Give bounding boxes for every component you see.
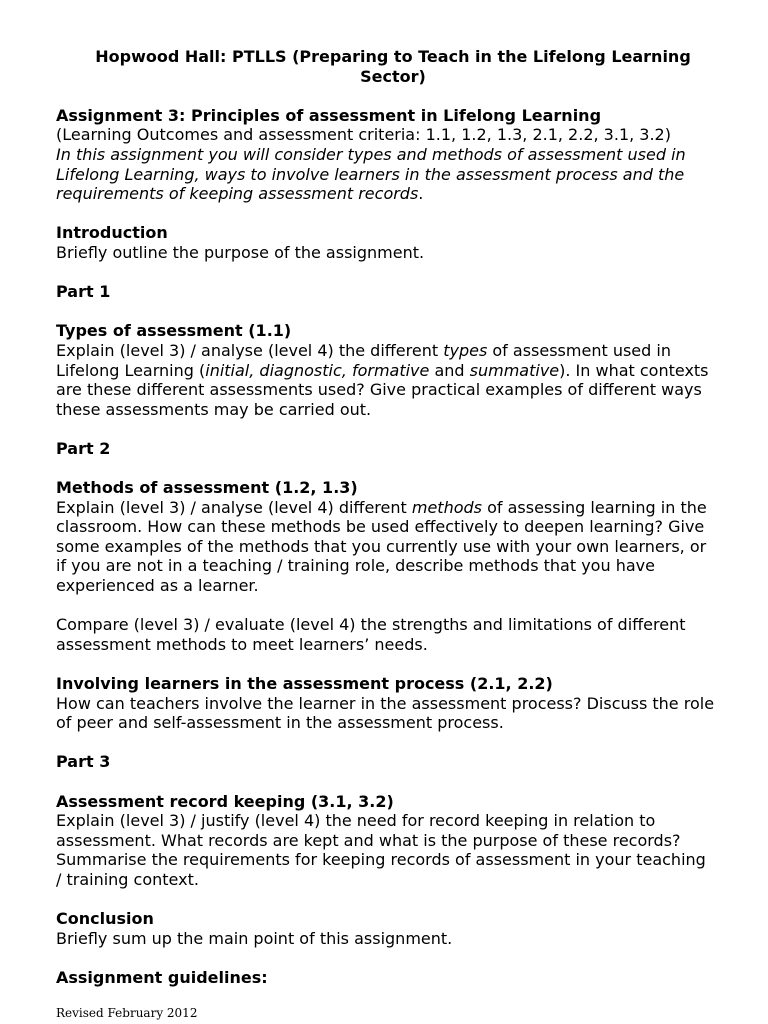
part-1-body-text-1: Explain (level 3) / analyse (level 4) the different bbox=[56, 340, 444, 360]
part-2-section bbox=[56, 478, 716, 596]
part-2-body-emphasis-1: methods bbox=[411, 497, 482, 517]
assignment-section bbox=[56, 106, 716, 204]
part-3-section bbox=[56, 792, 716, 890]
introduction-section bbox=[56, 223, 716, 262]
involving-learners-body: How can teachers involve the learner in the assessment process? Discuss the role of peer and self-assessment in the assessment process. bbox=[56, 693, 715, 733]
part-1-section bbox=[56, 321, 716, 419]
assignment-heading: Assignment 3: Principles of assessment in Lifelong Learning bbox=[56, 105, 602, 125]
document-title: Hopwood Hall: PTLLS (Preparing to Teach in the Lifelong Learning Sector) bbox=[95, 47, 691, 86]
learning-outcomes: (Learning Outcomes and assessment criteria: 1.1, 1.2, 1.3, 2.1, 2.2, 3.1, 3.2) bbox=[56, 125, 671, 145]
part-1-body-emphasis-3: summative bbox=[469, 360, 560, 380]
part-3-body: Explain (level 3) / justify (level 4) the need for record keeping in relation to assessment. What records are kept and what is the purpose of these records? Summarise the requirements for keeping records of assessment in your teaching / training context. bbox=[56, 811, 706, 889]
part-2-label: Part 2 bbox=[56, 438, 111, 458]
part-1-body-text-3: and bbox=[429, 360, 470, 380]
part-1-body bbox=[56, 341, 716, 419]
part-2-heading: Methods of assessment (1.2, 1.3) bbox=[56, 478, 358, 498]
assignment-intro bbox=[56, 145, 716, 204]
part-1-label: Part 1 bbox=[56, 282, 111, 302]
document-page bbox=[56, 47, 716, 988]
part-2-body bbox=[56, 498, 716, 596]
part-3-label: Part 3 bbox=[56, 752, 111, 772]
part-3-heading: Assessment record keeping (3.1, 3.2) bbox=[56, 791, 394, 811]
involving-learners-section bbox=[56, 674, 716, 733]
part-1-body-emphasis-1: types bbox=[443, 340, 488, 360]
revision-footer: Revised February 2012 bbox=[56, 1006, 198, 1020]
part-1-body-text-4: ). In what contexts are these different assessments used? Give practical examples of different ways these assessments may be carried out. bbox=[56, 360, 709, 419]
involving-learners-heading: Involving learners in the assessment process (2.1, 2.2) bbox=[56, 674, 553, 693]
part-1-body-emphasis-2: initial, diagnostic, formative bbox=[205, 360, 430, 380]
conclusion-heading: Conclusion bbox=[56, 909, 154, 929]
part-2-body-text-1: Explain (level 3) / analyse (level 4) different bbox=[56, 497, 412, 517]
guidelines-heading: Assignment guidelines: bbox=[56, 967, 268, 987]
part-1-heading: Types of assessment (1.1) bbox=[56, 321, 292, 341]
introduction-heading: Introduction bbox=[56, 223, 168, 243]
assignment-intro-end: . bbox=[418, 184, 424, 204]
part-2-body-text-2: of assessing learning in the classroom. How can these methods be used effectively to deepen learning? Give some examples of the methods that you currently use with your own learners, or if you are not in a teaching / training role, describe methods that you have experienced as a learner. bbox=[56, 497, 707, 596]
part-2-compare: Compare (level 3) / evaluate (level 4) the strengths and limitations of different assessment methods to meet learners’ needs. bbox=[56, 615, 686, 654]
part-1-body-text-2: of assessment used in Lifelong Learning ( bbox=[56, 340, 671, 380]
introduction-body: Briefly outline the purpose of the assignment. bbox=[56, 242, 425, 262]
assignment-intro-text: In this assignment you will consider types and methods of assessment used in Lifelong Learning, ways to involve learners in the assessment process and the requirements of keeping assessment records bbox=[56, 144, 686, 204]
conclusion-section bbox=[56, 909, 716, 948]
conclusion-body: Briefly sum up the main point of this assignment. bbox=[56, 928, 453, 948]
